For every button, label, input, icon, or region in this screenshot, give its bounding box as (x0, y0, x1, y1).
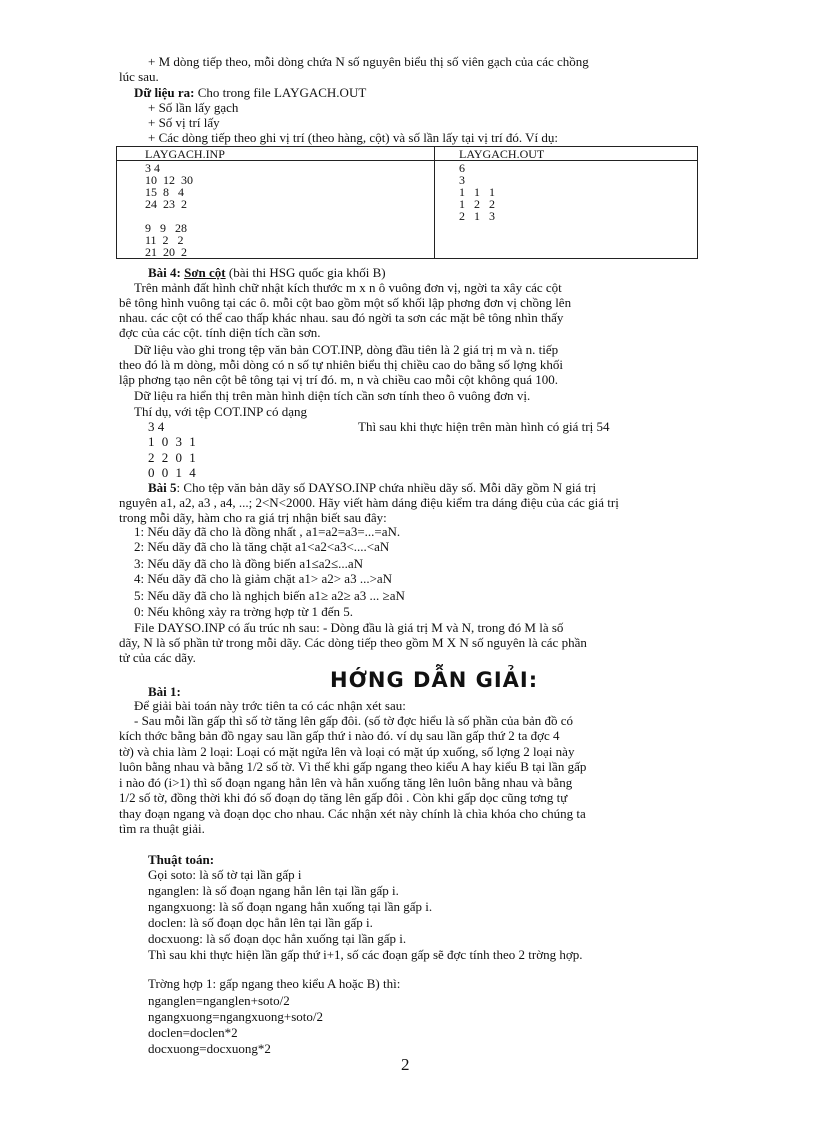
inp-row: 15 8 4 (145, 185, 184, 199)
guide-p1-line: thay đoạn ngang và đoạn dọc cho nhau. Các nhận xét này chính là chìa khóa cho chúng ta (119, 806, 586, 821)
formula-line: docxuong=docxuong*2 (148, 1041, 271, 1056)
bai5-line-1-text: : Cho tệp văn bản dãy số DAYSO.INP chứa nhiều dãy số. Mỗi dãy gồm N giá trị (176, 480, 597, 495)
inp-row: 9 9 28 (145, 221, 187, 235)
algorithm-def: Gọi soto: là số tờ tại lần gấp i (148, 867, 302, 882)
bai4-example-line: Thí dụ, với tệp COT.INP có dạng (134, 404, 307, 419)
guide-p1-line: i nào đó (i>1) thì số đoạn ngang hẳn lên và hẳn xuống tăng lên luôn bằng nhau và bằng (119, 775, 573, 790)
bai5-line-1 (148, 480, 596, 495)
guide-p1-line: tìm ra thuật giải. (119, 821, 205, 836)
bai5-case-0: 0: Nếu không xảy ra trờng hợp từ 1 đến 5. (134, 604, 354, 619)
guide-title: HỚNG DẪN GIẢI: (330, 668, 539, 692)
bai5-label: Bài 5 (148, 480, 177, 495)
intro-line-1: + M dòng tiếp theo, mỗi dòng chứa N số nguyên biểu thị số viên gạch của các chồng (148, 54, 589, 69)
bai4-p1-line: Trên mảnh đất hình chữ nhật kích thước m x n ô vuông đơn vị, ngời ta xây các cột (134, 280, 562, 295)
bai4-name: Sơn cột (184, 265, 226, 280)
algorithm-def: docxuong: là số đoạn dọc hẳn xuống tại lần gấp i. (148, 931, 407, 946)
intro-line-4: + Số lần lấy gạch (148, 100, 239, 115)
formula-line: doclen=doclen*2 (148, 1025, 238, 1040)
bai4-label: Bài 4: (148, 265, 181, 280)
inp-row: 10 12 30 (145, 173, 193, 187)
bai5-file-line: tử của các dãy. (119, 650, 196, 665)
out-row: 1 2 2 (459, 197, 495, 211)
page-number: 2 (401, 1055, 410, 1074)
bai5-case-3: 3: Nếu dãy đã cho là đồng biến a1≤a2≤...aN (134, 556, 364, 571)
intro-line-6: + Các dòng tiếp theo ghi vị trí (theo hàng, cột) và số lần lấy tại vị trí đó. Ví dụ: (148, 130, 559, 145)
out-body-cell (435, 161, 698, 259)
bai4-result: Thì sau khi thực hiện trên màn hình có giá trị 54 (358, 419, 610, 434)
inp-body-cell (117, 161, 435, 259)
bai4-grid-row: 1 0 3 1 (148, 434, 198, 449)
bai4-output-line: Dữ liệu ra hiển thị trên màn hình diện tích cần sơn tính theo ô vuông đơn vị. (134, 388, 531, 403)
guide-p1-line: tờ) và chia làm 2 loại: Loại có mặt ngửa lên và loại có mặt úp xuống, số lợng 2 loại này (119, 744, 575, 759)
algorithm-heading: Thuật toán: (148, 852, 215, 867)
bai4-note: (bài thi HSG quốc gia khối B) (225, 265, 386, 280)
guide-bai1-label: Bài 1: (148, 684, 181, 699)
bai4-grid-row: 2 2 0 1 (148, 450, 198, 465)
bai5-case-4: 4: Nếu dãy đã cho là giảm chặt a1> a2> a3 ...>aN (134, 571, 393, 586)
bai5-file-line: File DAYSO.INP có ấu trúc nh sau: - Dòng đầu là giá trị M và N, trong đó M là số (134, 620, 564, 635)
bai4-p2-line: theo đó là m dòng, mỗi dòng có n số tự nhiên biểu thị chiều cao do bằng số lợng khối (119, 357, 563, 372)
guide-p1-line: - Sau mỗi lần gấp thì số tờ tăng lên gấp đôi. (số tờ đợc hiểu là số phần của bản đồ có (134, 713, 574, 728)
bai4-p2-line: Dữ liệu vào ghi trong tệp văn bản COT.INP, dòng đầu tiên là 2 giá trị m và n. tiếp (134, 342, 559, 357)
algorithm-def: doclen: là số đoạn dọc hẳn lên tại lần gấp i. (148, 915, 373, 930)
guide-intro: Để giải bài toán này trớc tiên ta có các nhận xét sau: (134, 698, 406, 713)
case-1-heading: Trờng hợp 1: gấp ngang theo kiểu A hoặc B) thì: (148, 976, 401, 991)
inp-row: 11 2 2 (145, 233, 184, 247)
algorithm-def: nganglen: là số đoạn ngang hẳn lên tại lần gấp i. (148, 883, 399, 898)
algorithm-def: ngangxuong: là số đoạn ngang hẳn xuống tại lần gấp i. (148, 899, 433, 914)
formula-line: ngangxuong=ngangxuong+soto/2 (148, 1009, 323, 1024)
guide-p1-line: kích thớc bằng bản đồ ngay sau lần gấp thứ i nào đó. ví dụ sau lần gấp thứ 2 ta đợc 4 (119, 728, 560, 743)
bai4-p2-line: lập phơng tạo nên cột bê tông tại vị trí đó. m, n và chiều cao mỗi cột không quá 100. (119, 372, 559, 387)
bai5-case-5: 5: Nếu dãy đã cho là nghịch biến a1≥ a2≥ a3 ... ≥aN (134, 588, 405, 603)
out-row: 1 1 1 (459, 185, 495, 199)
formula-line: nganglen=nganglen+soto/2 (148, 993, 290, 1008)
output-data-line (134, 85, 366, 100)
out-row: 3 (459, 173, 465, 187)
guide-p1-line: 1/2 số tờ, đồng thời khi đó số đoạn dọ tăng lên gấp đôi . Còn khi gấp dọc cũng tơng tự (119, 790, 568, 805)
inp-row (145, 210, 430, 222)
bai4-grid-row: 0 0 1 4 (148, 465, 198, 480)
bai5-line-3: trong mỗi dãy, hàm cho ra giá trị nhận biết sau đây: (119, 510, 387, 525)
bai5-case-1: 1: Nếu dãy đã cho là đồng nhất , a1=a2=a3=...=aN. (134, 524, 401, 539)
bai5-case-2: 2: Nếu dãy đã cho là tăng chặt a1<a2<a3<....<aN (134, 539, 390, 554)
intro-line-2: lúc sau. (119, 69, 159, 84)
algorithm-after: Thì sau khi thực hiện lần gấp thứ i+1, số các đoạn gấp sẽ đợc tính theo 2 trờng hợp. (148, 947, 583, 962)
out-row: 2 1 3 (459, 209, 495, 223)
bai4-p1-line: đợc của các cột. tính diện tích cần sơn. (119, 325, 321, 340)
inp-header-cell: LAYGACH.INP (117, 147, 435, 161)
example-io-table (116, 146, 698, 259)
bai5-line-2: nguyên a1, a2, a3 , a4, ...; 2<N<2000. Hãy viết hàm dáng điệu kiểm tra dáng điệu của các giá trị (119, 495, 619, 510)
out-header-cell: LAYGACH.OUT (435, 147, 698, 161)
bai5-file-line: dãy, N là số phần tử trong mỗi dãy. Các dòng tiếp theo gồm M X N số nguyên là các phần (119, 635, 587, 650)
bai4-heading (148, 265, 386, 280)
guide-p1-line: luôn bằng nhau và bằng 1/2 số tờ. Vì thế khi gấp ngang theo kiểu A hay kiểu B tại lần gấp (119, 759, 587, 774)
intro-line-5: + Số vị trí lấy (148, 115, 220, 130)
inp-row: 3 4 (145, 161, 160, 175)
inp-row: 24 23 2 (145, 197, 187, 211)
bai4-grid-row: 3 4 (148, 419, 165, 434)
output-data-text: Cho trong file LAYGACH.OUT (194, 85, 367, 100)
output-data-label: Dữ liệu ra: (134, 85, 195, 100)
bai4-p1-line: nhau. các cột có thể cao thấp khác nhau. sau đó ngời ta sơn các mặt bê tông nhìn thấy (119, 310, 564, 325)
out-row: 6 (459, 161, 465, 175)
inp-row: 21 20 2 (145, 245, 187, 259)
bai4-p1-line: bê tông hình vuông tại các ô. mỗi cột bao gồm một số khối lập phơng đơn vị chồng lên (119, 295, 572, 310)
